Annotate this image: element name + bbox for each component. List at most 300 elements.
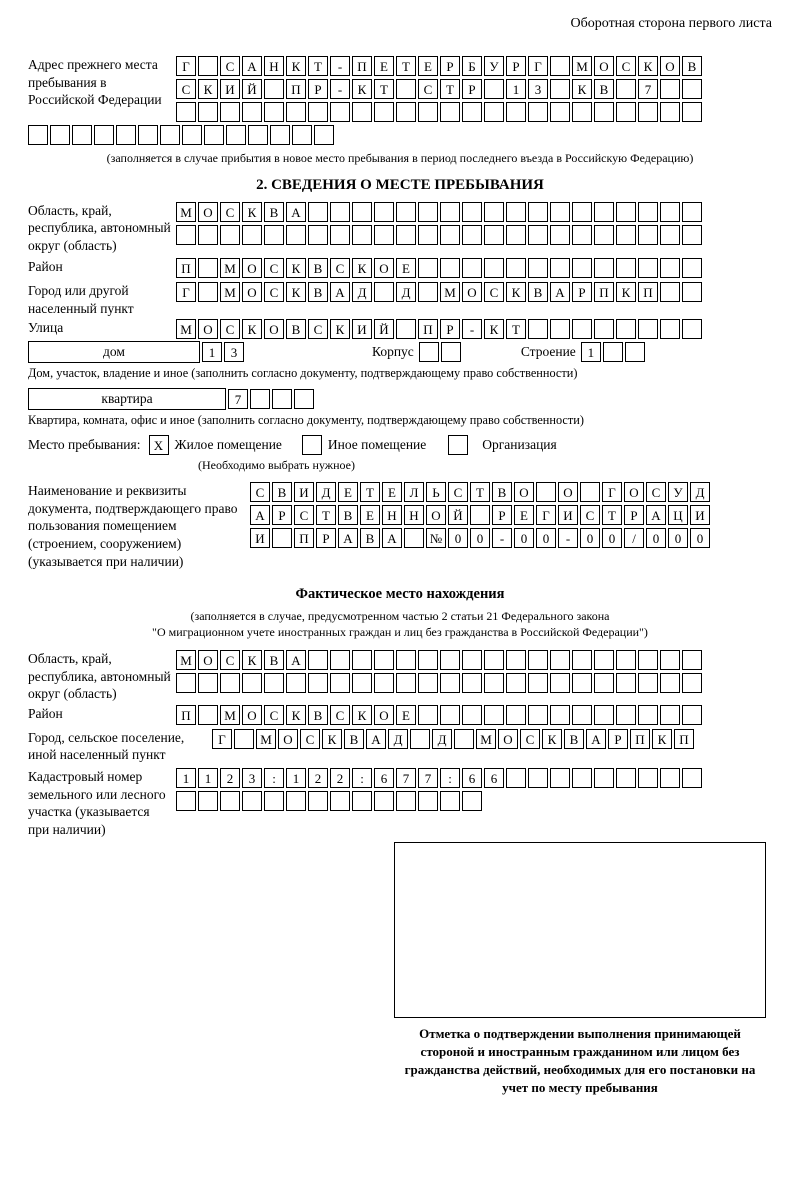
char-cell — [462, 202, 482, 222]
char-cell: С — [264, 258, 284, 278]
char-cell — [396, 319, 416, 339]
char-cell — [374, 791, 394, 811]
char-cell — [308, 225, 328, 245]
char-cell — [396, 673, 416, 693]
char-cell — [418, 791, 438, 811]
region-row-2 — [176, 225, 702, 245]
char-cell — [28, 125, 48, 145]
char-cell: А — [366, 729, 386, 749]
char-cell: И — [220, 79, 240, 99]
char-cell: В — [286, 319, 306, 339]
char-cell — [250, 389, 270, 409]
char-cell — [594, 225, 614, 245]
char-cell: М — [220, 705, 240, 725]
char-cell: : — [352, 768, 372, 788]
char-cell — [572, 258, 592, 278]
char-cell — [682, 225, 702, 245]
char-cell — [374, 650, 394, 670]
city-field — [28, 282, 772, 317]
char-cell — [242, 791, 262, 811]
korpus-label: Корпус — [372, 344, 414, 360]
char-cell: С — [176, 79, 196, 99]
char-cell: С — [646, 482, 666, 502]
actual-district-field — [28, 705, 772, 725]
char-cell: - — [330, 56, 350, 76]
char-cell — [594, 705, 614, 725]
char-cell — [330, 650, 350, 670]
char-cell: И — [690, 505, 710, 525]
char-cell — [396, 225, 416, 245]
char-cell: 6 — [462, 768, 482, 788]
char-cell: К — [352, 79, 372, 99]
char-cell: 7 — [228, 389, 248, 409]
char-cell: Г — [176, 56, 196, 76]
char-cell — [616, 768, 636, 788]
char-cell: Р — [308, 79, 328, 99]
char-cell: В — [308, 282, 328, 302]
char-cell — [528, 673, 548, 693]
char-cell: М — [572, 56, 592, 76]
char-cell — [682, 258, 702, 278]
char-cell: : — [440, 768, 460, 788]
char-cell: / — [624, 528, 644, 548]
char-cell — [572, 225, 592, 245]
char-cell: М — [176, 650, 196, 670]
char-cell — [572, 673, 592, 693]
char-cell: А — [286, 650, 306, 670]
stroenie-cells — [581, 342, 645, 362]
char-cell: С — [330, 705, 350, 725]
char-cell — [462, 673, 482, 693]
char-cell — [404, 528, 424, 548]
char-cell: В — [264, 202, 284, 222]
char-cell: К — [638, 56, 658, 76]
stroenie-label: Строение — [520, 344, 576, 360]
house-number-cells — [202, 342, 244, 362]
char-cell — [292, 125, 312, 145]
char-cell — [594, 650, 614, 670]
char-cell — [440, 102, 460, 122]
char-cell: М — [220, 258, 240, 278]
char-cell: Е — [338, 482, 358, 502]
char-cell — [660, 79, 680, 99]
char-cell: О — [498, 729, 518, 749]
char-cell — [440, 673, 460, 693]
char-cell — [506, 202, 526, 222]
korpus-cells — [419, 342, 461, 362]
char-cell — [441, 342, 461, 362]
checkbox-other-premises — [302, 435, 322, 455]
district-label: Район — [28, 259, 63, 275]
char-cell — [616, 673, 636, 693]
char-cell — [594, 258, 614, 278]
char-cell — [594, 202, 614, 222]
char-cell — [550, 258, 570, 278]
char-cell: Т — [440, 79, 460, 99]
char-cell — [330, 791, 350, 811]
char-cell — [462, 791, 482, 811]
char-cell: К — [484, 319, 504, 339]
char-cell — [286, 102, 306, 122]
char-cell: Р — [572, 282, 592, 302]
stay-type-note: (Необходимо выбрать нужное) — [198, 458, 355, 473]
char-cell: С — [520, 729, 540, 749]
char-cell: 3 — [224, 342, 244, 362]
char-cell: Г — [176, 282, 196, 302]
char-cell — [330, 202, 350, 222]
char-cell — [138, 125, 158, 145]
option-residential-label: Жилое помещение — [174, 437, 282, 453]
char-cell: 7 — [638, 79, 658, 99]
char-cell: 0 — [690, 528, 710, 548]
char-cell: Р — [624, 505, 644, 525]
char-cell: О — [198, 202, 218, 222]
char-cell — [462, 102, 482, 122]
option-organization-label: Организация — [482, 437, 557, 453]
char-cell: М — [256, 729, 276, 749]
char-cell: 1 — [176, 768, 196, 788]
actual-location-note-2: "О миграционном учете иностранных граждан и лиц без гражданства в Российской Федерации") — [152, 624, 648, 639]
char-cell: Р — [608, 729, 628, 749]
char-cell — [484, 202, 504, 222]
char-cell: М — [220, 282, 240, 302]
confirmation-stamp-box — [394, 842, 766, 1018]
char-cell: Д — [396, 282, 416, 302]
char-cell: О — [198, 319, 218, 339]
char-cell — [528, 102, 548, 122]
char-cell: К — [242, 650, 262, 670]
char-cell — [506, 673, 526, 693]
apartment-row — [28, 388, 772, 410]
char-cell: С — [418, 79, 438, 99]
char-cell — [418, 102, 438, 122]
char-cell: С — [220, 202, 240, 222]
char-cell: К — [506, 282, 526, 302]
char-cell: Е — [418, 56, 438, 76]
char-cell: О — [264, 319, 284, 339]
char-cell: Т — [374, 79, 394, 99]
char-cell — [616, 225, 636, 245]
char-cell: Е — [382, 482, 402, 502]
char-cell: 7 — [418, 768, 438, 788]
char-cell — [396, 202, 416, 222]
prev-address-row-1 — [176, 56, 702, 76]
char-cell: О — [558, 482, 578, 502]
char-cell — [396, 102, 416, 122]
char-cell — [308, 673, 328, 693]
section2-title: 2. СВЕДЕНИЯ О МЕСТЕ ПРЕБЫВАНИЯ — [256, 176, 544, 193]
char-cell: Б — [462, 56, 482, 76]
char-cell — [682, 673, 702, 693]
char-cell — [506, 258, 526, 278]
char-cell: О — [198, 650, 218, 670]
char-cell: Г — [212, 729, 232, 749]
region-cells — [176, 202, 702, 245]
char-cell: П — [286, 79, 306, 99]
checkbox-organization — [448, 435, 468, 455]
char-cell — [682, 650, 702, 670]
char-cell: Л — [404, 482, 424, 502]
char-cell — [550, 705, 570, 725]
char-cell — [506, 225, 526, 245]
char-cell — [352, 791, 372, 811]
char-cell: А — [550, 282, 570, 302]
char-cell: К — [352, 258, 372, 278]
street-row — [176, 319, 702, 339]
char-cell — [374, 202, 394, 222]
char-cell — [550, 673, 570, 693]
char-cell: Е — [396, 258, 416, 278]
char-cell: Е — [514, 505, 534, 525]
char-cell: Е — [360, 505, 380, 525]
char-cell — [484, 79, 504, 99]
char-cell: П — [594, 282, 614, 302]
char-cell — [330, 673, 350, 693]
char-cell — [638, 319, 658, 339]
char-cell: К — [572, 79, 592, 99]
char-cell: 0 — [448, 528, 468, 548]
char-cell: О — [462, 282, 482, 302]
char-cell — [418, 282, 438, 302]
char-cell — [204, 125, 224, 145]
char-cell — [454, 729, 474, 749]
char-cell — [198, 791, 218, 811]
char-cell: 1 — [286, 768, 306, 788]
prev-address-row-4 — [28, 125, 772, 145]
char-cell: 3 — [528, 79, 548, 99]
char-cell — [220, 225, 240, 245]
char-cell: Д — [316, 482, 336, 502]
char-cell: К — [242, 202, 262, 222]
char-cell — [572, 705, 592, 725]
char-cell: 6 — [484, 768, 504, 788]
region-label: Область, край, республика, автономный округ (область) — [28, 202, 171, 253]
title-document-row-1 — [250, 482, 710, 502]
char-cell: О — [242, 258, 262, 278]
char-cell — [462, 225, 482, 245]
char-cell: П — [352, 56, 372, 76]
char-cell — [506, 650, 526, 670]
char-cell — [440, 791, 460, 811]
char-cell: Н — [264, 56, 284, 76]
char-cell: О — [242, 705, 262, 725]
char-cell — [440, 258, 460, 278]
char-cell: К — [322, 729, 342, 749]
char-cell — [550, 56, 570, 76]
city-row — [176, 282, 702, 302]
title-document-field — [28, 482, 772, 570]
char-cell: В — [264, 650, 284, 670]
char-cell: - — [330, 79, 350, 99]
char-cell — [616, 258, 636, 278]
actual-city-label: Город, сельское поселение, иной населенный пункт — [28, 729, 185, 763]
district-row — [176, 258, 702, 278]
char-cell: Р — [272, 505, 292, 525]
char-cell — [660, 102, 680, 122]
char-cell — [286, 225, 306, 245]
char-cell: И — [294, 482, 314, 502]
title-document-row-3 — [250, 528, 710, 548]
char-cell: № — [426, 528, 446, 548]
char-cell: 0 — [602, 528, 622, 548]
char-cell: В — [492, 482, 512, 502]
char-cell: А — [250, 505, 270, 525]
stay-type-label: Место пребывания: — [28, 437, 141, 453]
char-cell — [616, 650, 636, 670]
char-cell — [682, 282, 702, 302]
char-cell: В — [272, 482, 292, 502]
char-cell — [506, 768, 526, 788]
char-cell — [550, 102, 570, 122]
char-cell: : — [264, 768, 284, 788]
char-cell — [484, 650, 504, 670]
char-cell: М — [176, 202, 196, 222]
char-cell: К — [286, 56, 306, 76]
char-cell: 1 — [581, 342, 601, 362]
char-cell: Е — [374, 56, 394, 76]
char-cell — [528, 258, 548, 278]
region-field — [28, 202, 772, 255]
char-cell — [550, 225, 570, 245]
char-cell: А — [286, 202, 306, 222]
char-cell: Р — [440, 319, 460, 339]
char-cell: И — [250, 528, 270, 548]
char-cell — [660, 650, 680, 670]
char-cell — [484, 225, 504, 245]
char-cell: О — [374, 705, 394, 725]
house-row — [28, 341, 772, 363]
char-cell: Р — [316, 528, 336, 548]
char-cell: Г — [528, 56, 548, 76]
char-cell: Р — [440, 56, 460, 76]
char-cell: Е — [396, 705, 416, 725]
char-cell: В — [360, 528, 380, 548]
char-cell — [418, 202, 438, 222]
cadastre-row-1 — [176, 768, 702, 788]
char-cell: С — [264, 282, 284, 302]
char-cell — [572, 650, 592, 670]
char-cell — [396, 650, 416, 670]
char-cell: С — [220, 650, 240, 670]
char-cell: С — [448, 482, 468, 502]
char-cell — [660, 202, 680, 222]
char-cell — [660, 673, 680, 693]
char-cell: А — [330, 282, 350, 302]
actual-location-note-1: (заполняется в случае, предусмотренном частью 2 статьи 21 Федерального закона — [190, 609, 610, 624]
char-cell — [580, 482, 600, 502]
char-cell — [616, 79, 636, 99]
char-cell — [198, 705, 218, 725]
char-cell — [396, 79, 416, 99]
char-cell — [484, 258, 504, 278]
char-cell — [374, 282, 394, 302]
char-cell — [660, 225, 680, 245]
char-cell — [506, 705, 526, 725]
char-cell — [234, 729, 254, 749]
char-cell — [550, 650, 570, 670]
char-cell: Д — [388, 729, 408, 749]
char-cell: 2 — [308, 768, 328, 788]
char-cell — [616, 102, 636, 122]
char-cell: К — [652, 729, 672, 749]
char-cell — [616, 705, 636, 725]
char-cell — [72, 125, 92, 145]
char-cell — [220, 673, 240, 693]
char-cell: 6 — [374, 768, 394, 788]
char-cell — [418, 673, 438, 693]
char-cell — [470, 505, 490, 525]
apartment-box-label: квартира — [28, 388, 226, 410]
char-cell: 1 — [198, 768, 218, 788]
char-cell — [682, 705, 702, 725]
prev-address-label: Адрес прежнего места пребывания в Российской Федерации — [28, 57, 162, 108]
char-cell — [638, 650, 658, 670]
char-cell — [286, 673, 306, 693]
char-cell: 0 — [514, 528, 534, 548]
char-cell — [176, 791, 196, 811]
char-cell — [572, 768, 592, 788]
option-other-premises-label: Иное помещение — [327, 437, 427, 453]
prev-address-row-3 — [176, 102, 702, 122]
char-cell — [440, 705, 460, 725]
char-cell — [440, 202, 460, 222]
char-cell — [352, 225, 372, 245]
char-cell: А — [382, 528, 402, 548]
char-cell: П — [418, 319, 438, 339]
char-cell: Н — [404, 505, 424, 525]
district-field — [28, 258, 772, 278]
char-cell: В — [528, 282, 548, 302]
char-cell: Й — [374, 319, 394, 339]
char-cell: С — [484, 282, 504, 302]
actual-region-row-2 — [176, 673, 702, 693]
char-cell — [264, 673, 284, 693]
char-cell — [198, 258, 218, 278]
char-cell — [272, 389, 292, 409]
char-cell — [308, 791, 328, 811]
char-cell: С — [294, 505, 314, 525]
actual-region-cells — [176, 650, 702, 693]
char-cell — [374, 102, 394, 122]
char-cell: В — [308, 705, 328, 725]
char-cell: К — [330, 319, 350, 339]
char-cell: В — [344, 729, 364, 749]
char-cell: С — [330, 258, 350, 278]
actual-region-label: Область, край, республика, автономный округ (область) — [28, 651, 171, 702]
cadastre-cells — [176, 768, 702, 811]
char-cell — [528, 705, 548, 725]
char-cell: К — [542, 729, 562, 749]
char-cell: С — [220, 56, 240, 76]
prev-address-row-2 — [176, 79, 702, 99]
actual-location-title: Фактическое место нахождения — [295, 586, 505, 603]
char-cell: 0 — [470, 528, 490, 548]
char-cell — [638, 225, 658, 245]
char-cell — [286, 791, 306, 811]
char-cell: В — [594, 79, 614, 99]
cadastre-row-2 — [176, 791, 702, 811]
char-cell: 0 — [668, 528, 688, 548]
confirmation-stamp-caption: Отметка о подтверждении выполнения принимающей стороной и иностранным гражданином или лицом без гражданства действий, необходимых для его постановки на учет по месту пребывания — [404, 1026, 756, 1095]
region-row-1 — [176, 202, 702, 222]
char-cell — [418, 650, 438, 670]
char-cell — [160, 125, 180, 145]
char-cell — [176, 225, 196, 245]
char-cell — [572, 202, 592, 222]
char-cell — [352, 102, 372, 122]
char-cell — [198, 102, 218, 122]
char-cell — [462, 650, 482, 670]
